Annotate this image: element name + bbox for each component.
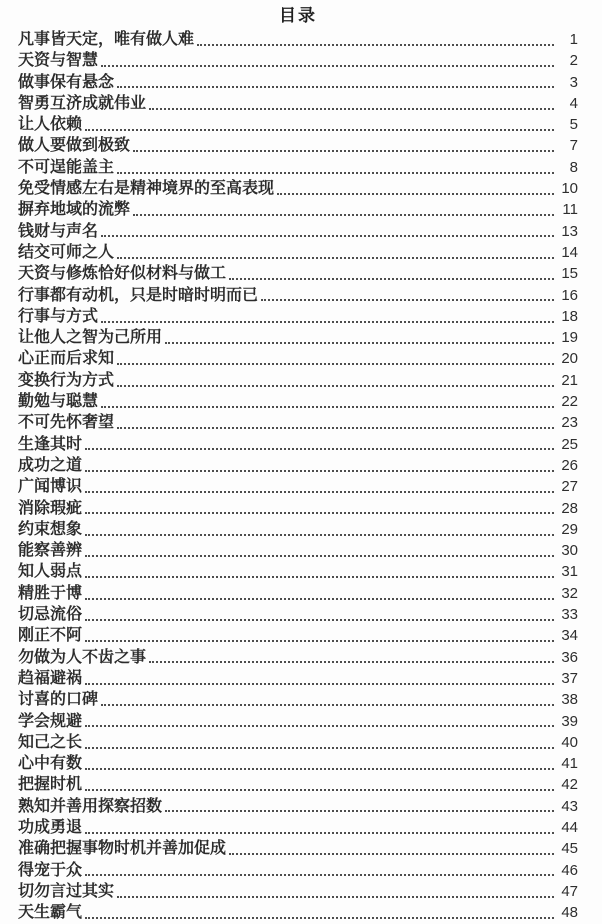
- toc-entry-title: 准确把握事物时机并善加促成: [18, 840, 227, 858]
- toc-entry-page: 48: [561, 904, 578, 922]
- toc-entry-page: 23: [561, 414, 578, 432]
- toc-entry[interactable]: [18, 561, 578, 582]
- toc-entry-title: 天资与修炼恰好似材料与做工: [18, 265, 227, 283]
- toc-entry[interactable]: [18, 774, 578, 795]
- toc-entry-page: 26: [561, 456, 578, 474]
- dot-leader: [85, 725, 554, 727]
- toc-entry[interactable]: [18, 817, 578, 838]
- toc-entry[interactable]: [18, 668, 578, 689]
- toc-entry-title: 学会规避: [18, 712, 83, 730]
- toc-entry-page: 3: [569, 73, 578, 91]
- toc-entry-title: 趋福避祸: [18, 669, 83, 687]
- toc-entry[interactable]: [18, 860, 578, 881]
- dot-leader: [133, 150, 554, 152]
- dot-leader: [85, 789, 554, 791]
- toc-entry-title: 讨喜的口碑: [18, 691, 99, 709]
- toc-entry[interactable]: [18, 476, 578, 497]
- toc-entry-page: 1: [569, 31, 578, 48]
- dot-leader: [85, 832, 554, 834]
- dot-leader: [101, 65, 554, 67]
- toc-entry-title: 约束想象: [18, 520, 83, 538]
- dot-leader: [85, 874, 554, 876]
- dot-leader: [85, 129, 554, 131]
- toc-entry[interactable]: [18, 540, 578, 561]
- toc-entry-title: 钱财与声名: [18, 222, 99, 240]
- toc-entry-title: 心正而后求知: [18, 350, 115, 368]
- dot-leader: [85, 555, 554, 557]
- toc-entry[interactable]: [18, 604, 578, 625]
- dot-leader: [117, 172, 554, 174]
- toc-entry-page: 31: [561, 563, 578, 581]
- toc-entry[interactable]: [18, 135, 578, 156]
- toc-entry-title: 心中有数: [18, 755, 83, 773]
- toc-entry-title: 熟知并善用探察招数: [18, 797, 163, 815]
- toc-entry-title: 凡事皆天定，唯有做人难: [18, 31, 195, 48]
- dot-leader: [149, 661, 554, 663]
- toc-entry-title: 知己之长: [18, 733, 83, 751]
- dot-leader: [117, 257, 554, 259]
- toc-entry[interactable]: [18, 711, 578, 732]
- dot-leader: [261, 299, 554, 301]
- dot-leader: [117, 427, 554, 429]
- dot-leader: [117, 363, 554, 365]
- toc-entry-page: 2: [569, 52, 578, 70]
- dot-leader: [85, 768, 554, 770]
- dot-leader: [101, 321, 554, 323]
- toc-entry-page: 20: [561, 350, 578, 368]
- toc-entry-title: 勿做为人不齿之事: [18, 648, 147, 666]
- toc-entry[interactable]: [18, 753, 578, 774]
- toc-entry-page: 13: [561, 222, 578, 240]
- toc-entry-title: 刚正不阿: [18, 627, 83, 645]
- toc-entry-title: 把握时机: [18, 776, 83, 794]
- dot-leader: [133, 214, 554, 216]
- toc-entry-page: 32: [561, 584, 578, 602]
- dot-leader: [85, 576, 554, 578]
- page-title: 目录: [279, 6, 317, 25]
- dot-leader: [85, 640, 554, 642]
- dot-leader: [85, 619, 554, 621]
- toc-entry-title: 不可先怀奢望: [18, 414, 115, 432]
- dot-leader: [85, 917, 554, 919]
- toc-entry-page: 33: [561, 606, 578, 624]
- toc-entry-title: 让人依赖: [18, 116, 83, 134]
- toc-entry-title: 切忌流俗: [18, 606, 83, 624]
- dot-leader: [85, 470, 554, 472]
- toc-entry-page: 46: [561, 861, 578, 879]
- dot-leader: [165, 342, 554, 344]
- toc-entry-page: 41: [561, 755, 578, 773]
- toc-entry-page: 19: [561, 329, 578, 347]
- toc-entry-title: 得宠于众: [18, 861, 83, 879]
- toc-entry[interactable]: [18, 157, 578, 178]
- toc-entry-page: 38: [561, 691, 578, 709]
- toc-entry-page: 37: [561, 669, 578, 687]
- toc-entry[interactable]: [18, 796, 578, 817]
- toc-entry-title: 功成勇退: [18, 818, 83, 836]
- toc-entry-title: 切勿言过其实: [18, 882, 115, 900]
- toc-entry[interactable]: [18, 370, 578, 391]
- toc-entry-page: 16: [561, 286, 578, 304]
- toc-entry[interactable]: [18, 306, 578, 327]
- toc-entry-page: 11: [562, 201, 578, 219]
- toc-entry[interactable]: [18, 242, 578, 263]
- toc-entry-title: 做人要做到极致: [18, 137, 131, 155]
- dot-leader: [165, 810, 554, 812]
- toc-entry[interactable]: [18, 327, 578, 348]
- dot-leader: [85, 747, 554, 749]
- toc-entry-page: 15: [561, 265, 578, 283]
- toc-entry-page: 18: [561, 307, 578, 325]
- toc-entry-page: 27: [561, 478, 578, 496]
- toc-entry-title: 精胜于博: [18, 584, 83, 602]
- toc-entry-page: 5: [569, 116, 578, 134]
- toc-entry-title: 结交可师之人: [18, 243, 115, 261]
- toc-entry-page: 30: [561, 542, 578, 560]
- dot-leader: [85, 598, 554, 600]
- toc-entry-page: 40: [561, 733, 578, 751]
- toc-entry[interactable]: [18, 93, 578, 114]
- toc-entry-page: 28: [561, 499, 578, 517]
- toc-entry[interactable]: [18, 285, 578, 306]
- dot-leader: [85, 683, 554, 685]
- toc-entry-page: 42: [561, 776, 578, 794]
- toc-entry-title: 能察善辨: [18, 542, 83, 560]
- toc-entry-title: 消除瑕疵: [18, 499, 83, 517]
- dot-leader: [197, 44, 554, 46]
- toc-entry[interactable]: [18, 625, 578, 646]
- toc-entry-title: 变换行为方式: [18, 371, 115, 389]
- toc-entry[interactable]: [18, 498, 578, 519]
- toc-entry-page: 29: [561, 520, 578, 538]
- dot-leader: [149, 108, 554, 110]
- toc-entry[interactable]: [18, 348, 578, 369]
- toc-entry[interactable]: [18, 178, 578, 199]
- toc-entry-page: 8: [569, 158, 578, 176]
- toc-entry-title: 行事与方式: [18, 307, 99, 325]
- toc-entry-title: 让他人之智为己所用: [18, 329, 163, 347]
- toc-entry-title: 天生霸气: [18, 904, 83, 922]
- toc-entry-page: 21: [561, 371, 578, 389]
- toc-entry-title: 行事都有动机，只是时暗时明而已: [18, 286, 259, 304]
- dot-leader: [101, 406, 554, 408]
- dot-leader: [117, 385, 554, 387]
- toc-entry[interactable]: [18, 221, 578, 242]
- toc-entry[interactable]: [18, 391, 578, 412]
- toc-entry-title: 知人弱点: [18, 563, 83, 581]
- toc-list: [18, 29, 578, 923]
- toc-entry[interactable]: [18, 732, 578, 753]
- toc-entry-page: 47: [561, 882, 578, 900]
- toc-entry-page: 4: [569, 94, 578, 112]
- toc-entry-title: 免受情感左右是精神境界的至高表现: [18, 180, 275, 198]
- toc-entry[interactable]: [18, 29, 578, 50]
- dot-leader: [101, 235, 554, 237]
- toc-entry[interactable]: [18, 689, 578, 710]
- toc-entry-page: 44: [561, 818, 578, 836]
- toc-entry-title: 广闻博识: [18, 478, 83, 496]
- dot-leader: [85, 534, 554, 536]
- toc-entry[interactable]: [18, 263, 578, 284]
- toc-entry-title: 做事保有悬念: [18, 73, 115, 91]
- toc-entry-page: 39: [561, 712, 578, 730]
- toc-entry-page: 43: [561, 797, 578, 815]
- dot-leader: [229, 278, 554, 280]
- toc-entry[interactable]: [18, 647, 578, 668]
- toc-entry[interactable]: [18, 583, 578, 604]
- toc-entry-page: 36: [561, 648, 578, 666]
- toc-entry[interactable]: [18, 50, 578, 71]
- toc-entry-page: 10: [561, 180, 578, 198]
- dot-leader: [117, 896, 554, 898]
- toc-entry-title: 成功之道: [18, 456, 83, 474]
- toc-entry[interactable]: [18, 881, 578, 902]
- toc-entry-page: 45: [561, 840, 578, 858]
- toc-entry[interactable]: [18, 838, 578, 859]
- toc-entry-page: 25: [561, 435, 578, 453]
- toc-entry-title: 智勇互济成就伟业: [18, 94, 147, 112]
- toc-entry-title: 勤勉与聪慧: [18, 393, 99, 411]
- toc-entry-title: 天资与智慧: [18, 52, 99, 70]
- dot-leader: [85, 448, 554, 450]
- dot-leader: [85, 491, 554, 493]
- dot-leader: [101, 704, 554, 706]
- toc-entry-page: 7: [569, 137, 578, 155]
- toc-entry[interactable]: [18, 455, 578, 476]
- dot-leader: [229, 853, 554, 855]
- toc-entry-title: 摒弃地域的流弊: [18, 201, 131, 219]
- toc-entry[interactable]: [18, 902, 578, 923]
- dot-leader: [277, 193, 554, 195]
- toc-entry[interactable]: [18, 519, 578, 540]
- dot-leader: [85, 512, 554, 514]
- toc-entry[interactable]: [18, 434, 578, 455]
- toc-entry-title: 不可逞能盖主: [18, 158, 115, 176]
- toc-entry[interactable]: [18, 114, 578, 135]
- dot-leader: [117, 86, 554, 88]
- toc-entry[interactable]: [18, 72, 578, 93]
- toc-entry-title: 生逢其时: [18, 435, 83, 453]
- toc-entry-page: 14: [561, 243, 578, 261]
- toc-entry[interactable]: [18, 412, 578, 433]
- toc-entry[interactable]: [18, 199, 578, 220]
- toc-entry-page: 22: [561, 393, 578, 411]
- toc-entry-page: 34: [561, 627, 578, 645]
